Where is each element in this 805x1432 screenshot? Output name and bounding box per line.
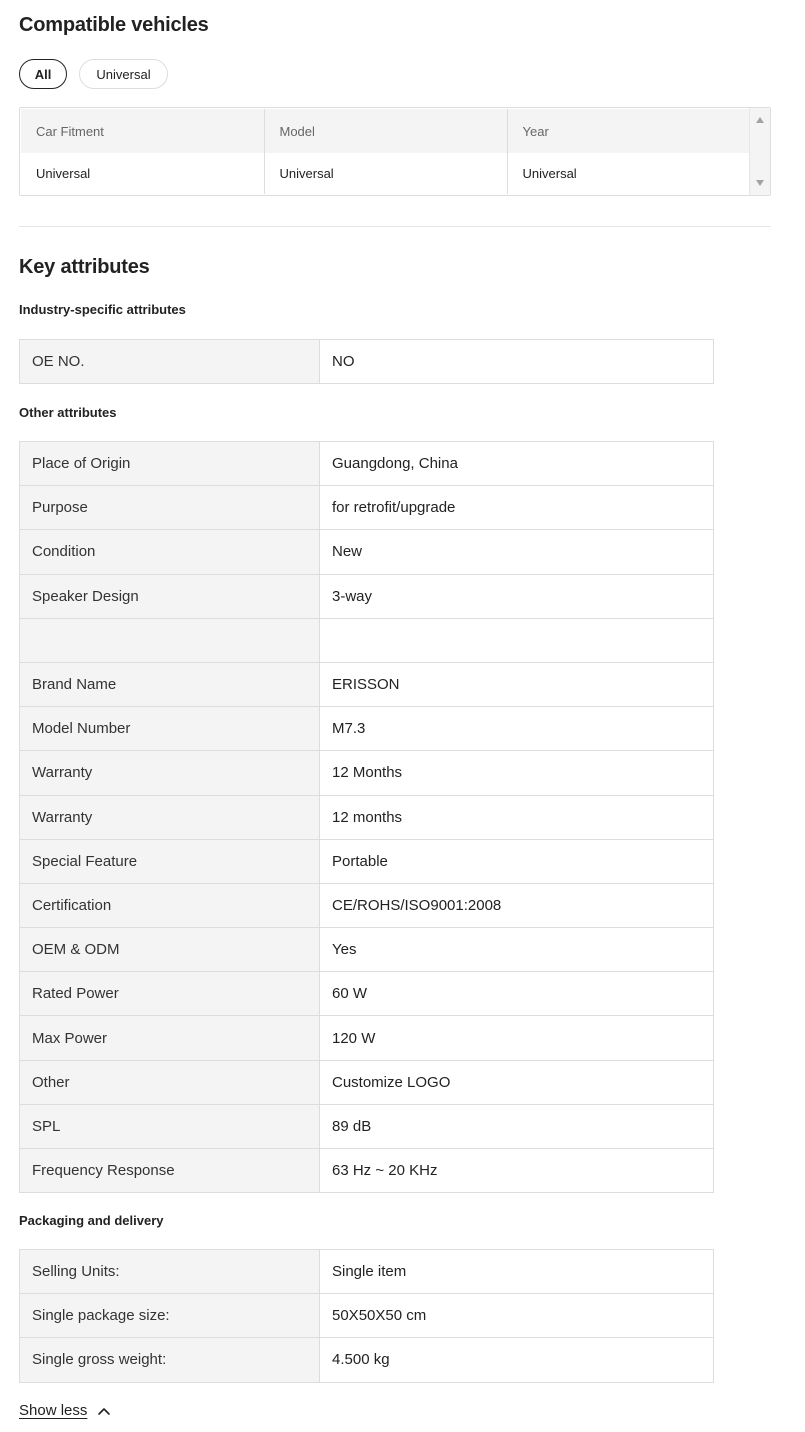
show-less-label[interactable]: Show less	[19, 1402, 88, 1419]
table-row	[20, 1016, 714, 1060]
filter-chip-universal[interactable]: Universal	[79, 59, 168, 89]
table-row	[20, 1149, 714, 1193]
attribute-value: Customize LOGO	[320, 1060, 714, 1104]
attribute-name: Brand Name	[20, 662, 320, 706]
attribute-name: Single gross weight:	[20, 1338, 320, 1382]
vertical-scrollbar[interactable]	[749, 108, 770, 195]
attribute-name: Rated Power	[20, 972, 320, 1016]
attribute-name	[20, 618, 320, 662]
attribute-name: SPL	[20, 1104, 320, 1148]
attribute-value: Yes	[320, 928, 714, 972]
attribute-value: 4.500 kg	[320, 1338, 714, 1382]
table-row	[20, 1294, 714, 1338]
attribute-value: 120 W	[320, 1016, 714, 1060]
attribute-value: 63 Hz ~ 20 KHz	[320, 1149, 714, 1193]
attribute-value: M7.3	[320, 707, 714, 751]
table-row	[20, 751, 714, 795]
attribute-value: CE/ROHS/ISO9001:2008	[320, 883, 714, 927]
attribute-value: Single item	[320, 1250, 714, 1294]
table-row	[20, 1338, 714, 1382]
attribute-value: ERISSON	[320, 662, 714, 706]
table-row	[20, 618, 714, 662]
table-row	[20, 574, 714, 618]
industry-attributes-heading: Industry-specific attributes	[19, 302, 186, 317]
attribute-value: 12 Months	[320, 751, 714, 795]
attribute-value: 89 dB	[320, 1104, 714, 1148]
attribute-name: Frequency Response	[20, 1149, 320, 1193]
attribute-value: 60 W	[320, 972, 714, 1016]
attribute-name: Max Power	[20, 1016, 320, 1060]
attribute-value: 50X50X50 cm	[320, 1294, 714, 1338]
key-attributes-title: Key attributes	[19, 256, 150, 278]
table-row	[20, 1104, 714, 1148]
table-row	[20, 530, 714, 574]
table-row	[20, 1060, 714, 1104]
attribute-name: OE NO.	[20, 340, 320, 384]
cell-model: Universal	[264, 153, 507, 194]
attribute-name: Selling Units:	[20, 1250, 320, 1294]
table-row	[20, 883, 714, 927]
attribute-name: Special Feature	[20, 839, 320, 883]
attribute-value	[320, 618, 714, 662]
table-row	[20, 486, 714, 530]
show-less-link[interactable]	[19, 1402, 111, 1419]
vehicles-table	[21, 109, 749, 194]
packaging-table	[19, 1249, 714, 1383]
column-header-model: Model	[264, 109, 507, 153]
other-attributes-table	[19, 441, 714, 1193]
other-attributes-heading: Other attributes	[19, 405, 117, 420]
attribute-name: Place of Origin	[20, 442, 320, 486]
attribute-value: Guangdong, China	[320, 442, 714, 486]
attribute-name: Other	[20, 1060, 320, 1104]
table-row	[20, 839, 714, 883]
filter-chip-all[interactable]: All	[19, 59, 67, 89]
scroll-down-arrow-icon[interactable]	[756, 180, 764, 186]
attribute-name: Speaker Design	[20, 574, 320, 618]
table-row	[20, 340, 714, 384]
attribute-value: New	[320, 530, 714, 574]
attribute-value: for retrofit/upgrade	[320, 486, 714, 530]
table-row	[20, 707, 714, 751]
attribute-name: Certification	[20, 883, 320, 927]
attribute-name: Warranty	[20, 795, 320, 839]
compatible-vehicles-table	[19, 107, 771, 196]
compatible-vehicles-title: Compatible vehicles	[19, 14, 209, 36]
table-row	[20, 972, 714, 1016]
cell-car-fitment: Universal	[21, 153, 264, 194]
cell-year: Universal	[507, 153, 749, 194]
column-header-year: Year	[507, 109, 749, 153]
table-row	[20, 795, 714, 839]
attribute-name: Purpose	[20, 486, 320, 530]
attribute-name: Warranty	[20, 751, 320, 795]
table-row	[20, 442, 714, 486]
attribute-value: 12 months	[320, 795, 714, 839]
attribute-name: Single package size:	[20, 1294, 320, 1338]
packaging-heading: Packaging and delivery	[19, 1213, 164, 1228]
table-row	[21, 153, 749, 194]
table-row	[20, 1250, 714, 1294]
table-row	[20, 928, 714, 972]
chevron-up-icon[interactable]	[97, 1404, 111, 1418]
attribute-value: Portable	[320, 839, 714, 883]
scroll-up-arrow-icon[interactable]	[756, 117, 764, 123]
attribute-value: 3-way	[320, 574, 714, 618]
column-header-car-fitment: Car Fitment	[21, 109, 264, 153]
attribute-value: NO	[320, 340, 714, 384]
industry-attributes-table	[19, 339, 714, 384]
vehicles-header-row	[21, 109, 749, 153]
table-row	[20, 662, 714, 706]
attribute-name: Condition	[20, 530, 320, 574]
section-divider	[19, 226, 771, 227]
attribute-name: Model Number	[20, 707, 320, 751]
attribute-name: OEM & ODM	[20, 928, 320, 972]
